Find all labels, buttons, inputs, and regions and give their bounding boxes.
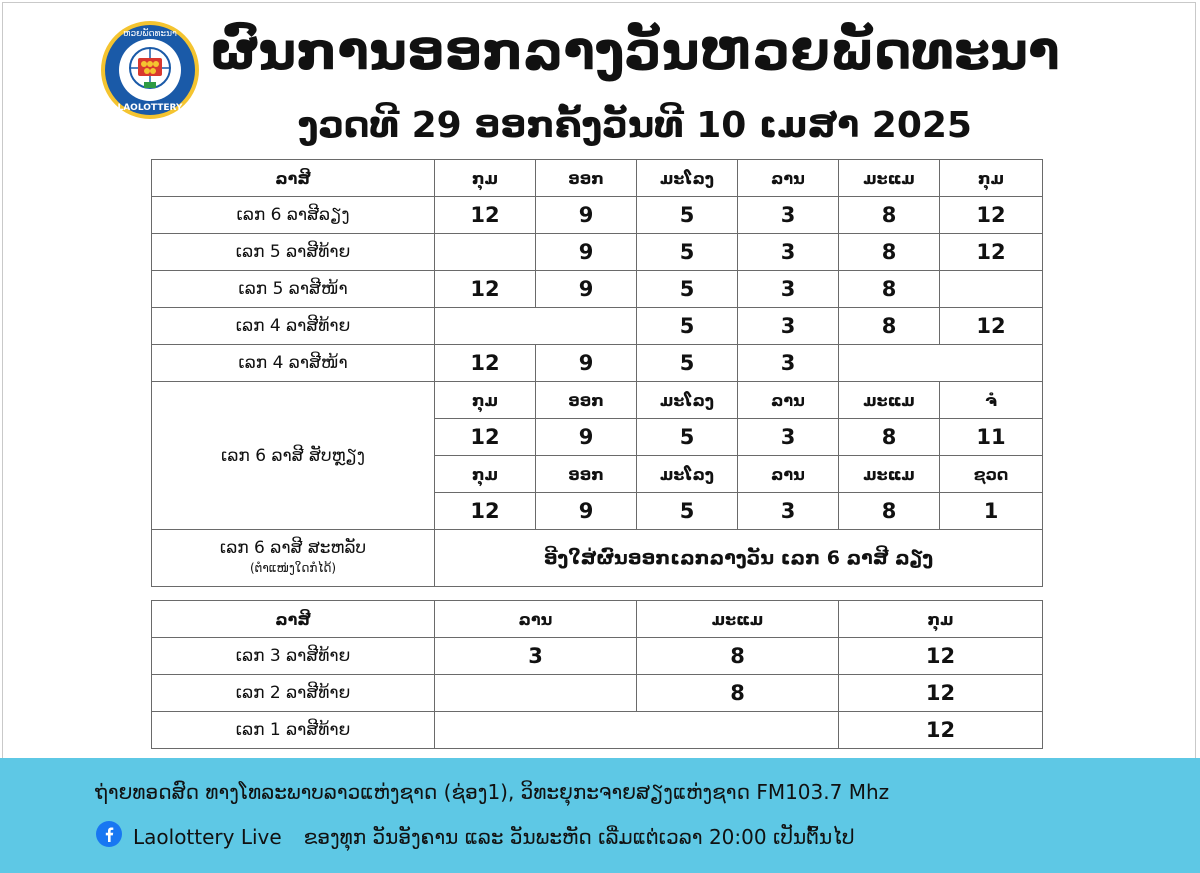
schedule-line: [95, 820, 854, 853]
row-label: ເລກ 4 ລາສີໜ້າ: [152, 345, 435, 382]
cell-value: 9: [536, 345, 637, 382]
cell-value: 9: [536, 197, 637, 234]
animal-header: ລານ: [738, 160, 839, 197]
row-label: ເລກ 4 ລາສີທ້າຍ: [152, 308, 435, 345]
animal-header: ມະໂລງ: [637, 456, 738, 493]
cell-value: [435, 308, 637, 345]
cell-value: 9: [536, 271, 637, 308]
cell-value: 3: [738, 493, 839, 530]
cell-value: 3: [738, 345, 839, 382]
cell-value: 5: [637, 419, 738, 456]
animal-header: ຈໍ: [940, 382, 1043, 419]
cell-value: 12: [435, 345, 536, 382]
animal-header: ອອກ: [536, 382, 637, 419]
draw-subtitle: ງວດທີ 29 ອອກຄັ້ງວັນທີ 10 ເມສາ 2025: [298, 105, 972, 146]
cell-value: [839, 345, 1043, 382]
row-label: ເລກ 5 ລາສີໜ້າ: [152, 271, 435, 308]
cell-value: 3: [738, 308, 839, 345]
animal-header: ລານ: [738, 382, 839, 419]
animal-header: ມະແມ: [839, 160, 940, 197]
broadcast-footer: [0, 758, 1200, 873]
cell-value: 12: [940, 308, 1043, 345]
table-row: [152, 308, 1043, 345]
animal-header: ກຸມ: [435, 456, 536, 493]
page-title: ຜົນການອອກລາງວັນຫວຍພັດທະນາ: [210, 22, 1060, 82]
results-table: [151, 159, 1043, 587]
cell-value: 3: [435, 638, 637, 675]
table-row: [152, 382, 1043, 419]
row-label: ເລກ 5 ລາສີທ້າຍ: [152, 234, 435, 271]
cell-value: [435, 675, 637, 712]
cell-value: 8: [839, 308, 940, 345]
animal-header: ລານ: [738, 456, 839, 493]
table-row: [152, 234, 1043, 271]
animal-header: ມະແມ: [839, 456, 940, 493]
table-row: [152, 675, 1043, 712]
secret-sublabel: (ຕໍາແໜ່ງໃດກໍໄດ້): [249, 561, 337, 575]
row-label: ເລກ 1 ລາສີທ້າຍ: [152, 712, 435, 749]
facebook-page-link[interactable]: Laolottery Live: [133, 824, 282, 849]
cell-value: 3: [738, 271, 839, 308]
cell-value: 8: [637, 675, 839, 712]
animal-header: ຊວດ: [940, 456, 1043, 493]
broadcast-info: ຖ່າຍທອດສົດ ທາງໂທລະພາບລາວແຫ່ງຊາດ (ຊ່ອງ1), ວິທະຍຸກະຈາຍສຽງແຫ່ງຊາດ FM103.7 Mhz: [95, 780, 890, 804]
cell-value: 12: [435, 493, 536, 530]
logo-top-text: ຫວຍພັດທະນາ: [123, 29, 177, 39]
laolottery-logo: [100, 20, 200, 120]
cell-value: 5: [637, 271, 738, 308]
row-label: ເລກ 6 ລາສີລຽງ: [152, 197, 435, 234]
animal-header: ມະໂລງ: [637, 160, 738, 197]
animal-header: ລານ: [435, 601, 637, 638]
table-header-row: [152, 160, 1043, 197]
animal-header: ອອກ: [536, 160, 637, 197]
cell-value: [940, 271, 1043, 308]
schedule-text: ຂອງທຸກ ວັນອັງຄານ ແລະ ວັນພະຫັດ ເລີ່ມແຕ່ເວລາ 20:00 ເປັນຕົ້ນໄປ: [303, 824, 855, 849]
cell-value: 12: [940, 197, 1043, 234]
table-row: [152, 638, 1043, 675]
animal-header: ມະໂລງ: [637, 382, 738, 419]
cell-value: 9: [536, 493, 637, 530]
cell-value: 8: [839, 271, 940, 308]
animal-header: ກຸມ: [839, 601, 1043, 638]
cell-value: 3: [738, 419, 839, 456]
cell-value: [435, 234, 536, 271]
cell-value: 5: [637, 197, 738, 234]
cell-value: 8: [839, 419, 940, 456]
cell-value: 8: [637, 638, 839, 675]
cell-value: 5: [637, 308, 738, 345]
animal-header: ກຸມ: [435, 160, 536, 197]
tail-results-table: [151, 600, 1043, 749]
row-label: ເລກ 2 ລາສີທ້າຍ: [152, 675, 435, 712]
cell-value: 12: [839, 712, 1043, 749]
animal-header: ກຸມ: [940, 160, 1043, 197]
table-row: [152, 712, 1043, 749]
animal-header: ມະແມ: [839, 382, 940, 419]
animal-header: ມະແມ: [637, 601, 839, 638]
column-label: ລາສີ: [152, 601, 435, 638]
cell-value: 12: [435, 197, 536, 234]
cell-value: 9: [536, 234, 637, 271]
table-row: [152, 271, 1043, 308]
row-label: ເລກ 3 ລາສີທ້າຍ: [152, 638, 435, 675]
cell-value: 9: [536, 419, 637, 456]
cell-value: 3: [738, 197, 839, 234]
cell-value: 12: [940, 234, 1043, 271]
facebook-icon: [95, 820, 123, 853]
cell-value: 1: [940, 493, 1043, 530]
cell-value: 5: [637, 493, 738, 530]
secret-note: ອີງໃສ່ຜົນອອກເລກລາງວັນ ເລກ 6 ລາສີ ລຽງ: [435, 530, 1043, 587]
table-row: [152, 197, 1043, 234]
cell-value: 8: [839, 234, 940, 271]
secret-label-text: ເລກ 6 ລາສີ ສະຫລັບ: [219, 538, 367, 558]
cell-value: [435, 712, 839, 749]
table-row: [152, 530, 1043, 587]
cell-value: 12: [839, 638, 1043, 675]
secret-row-label: [152, 530, 435, 587]
shuffle-row-label: ເລກ 6 ລາສີ ສັບຫຼຽງ: [152, 382, 435, 530]
cell-value: 3: [738, 234, 839, 271]
cell-value: 5: [637, 234, 738, 271]
cell-value: 11: [940, 419, 1043, 456]
table-row: [152, 345, 1043, 382]
logo-bottom-text: LAOLOTTERY: [117, 103, 183, 113]
cell-value: 12: [435, 419, 536, 456]
cell-value: 8: [839, 493, 940, 530]
cell-value: 8: [839, 197, 940, 234]
cell-value: 12: [839, 675, 1043, 712]
table-header-row: [152, 601, 1043, 638]
cell-value: 5: [637, 345, 738, 382]
column-label: ລາສີ: [152, 160, 435, 197]
animal-header: ອອກ: [536, 456, 637, 493]
animal-header: ກຸມ: [435, 382, 536, 419]
cell-value: 12: [435, 271, 536, 308]
